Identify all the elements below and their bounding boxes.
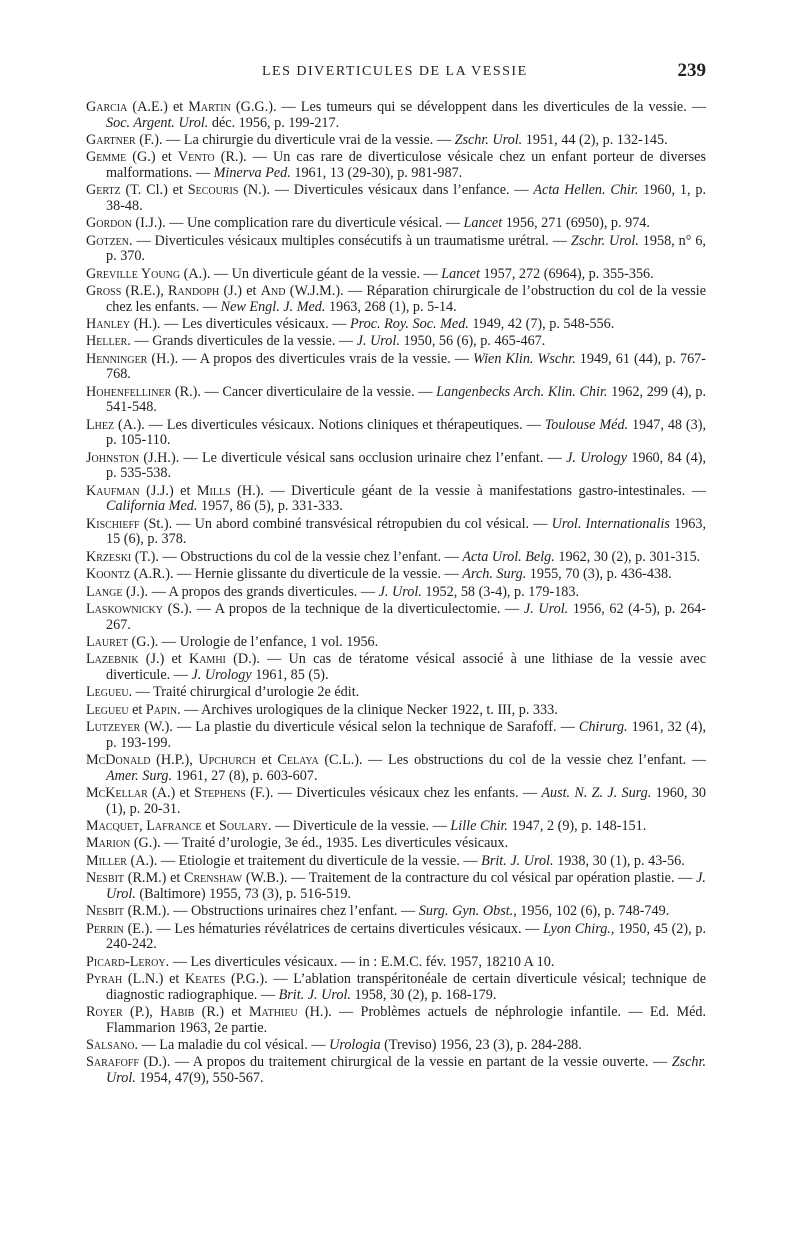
reference-text: (L.N.) et	[122, 970, 186, 987]
citation-details: 1952, 58 (3-4), p. 179-183.	[421, 583, 580, 600]
reference-text: (A.). — Un diverticule géant de la vessie. —	[180, 265, 442, 282]
journal-title: Aust. N. Z. J. Surg.	[541, 785, 652, 802]
reference-entry	[86, 334, 706, 350]
author-name: McDonald	[86, 752, 151, 769]
coauthor-name: Keates	[185, 970, 226, 987]
citation-details: 1961, 85 (5).	[251, 666, 329, 683]
reference-entry	[86, 484, 706, 515]
citation-details: 1956, 271 (6950), p. 974.	[502, 215, 650, 232]
citation-details: 1957, 86 (5), p. 331-333.	[197, 498, 343, 515]
citation-details: 1961, 32 (4), p. 193-199.	[106, 719, 706, 751]
author-name: Lhez	[86, 416, 115, 433]
reference-text: (H.P.),	[150, 752, 199, 769]
citation-details: 1960, 84 (4), p. 535-538.	[106, 449, 706, 482]
citation-details: 1949, 61 (44), p. 767-768.	[106, 350, 706, 383]
reference-entry	[86, 150, 706, 181]
reference-entry	[86, 904, 706, 920]
reference-text: (A.R.). — Hernie glissante du diverticule de la vessie. —	[130, 566, 463, 583]
reference-entry	[86, 955, 706, 971]
citation-details: 1947, 2 (9), p. 148-151.	[507, 818, 647, 835]
citation-details: 1962, 299 (4), p. 541-548.	[106, 383, 706, 416]
reference-text: (S.). — A propos de la technique de la diverticulectomie. —	[163, 600, 524, 617]
journal-title: New Engl. J. Med.	[220, 298, 326, 315]
journal-title: Lancet	[441, 265, 480, 282]
reference-entry	[86, 418, 706, 449]
journal-title: Lille Chir.	[450, 818, 508, 835]
journal-title: Proc. Roy. Soc. Med.	[350, 316, 469, 333]
author-name: Krzeski	[86, 548, 132, 565]
journal-title: Wien Klin. Wschr.	[473, 350, 576, 367]
citation-details: 1961, 13 (29-30), p. 981-987.	[290, 164, 463, 181]
citation-details: 1957, 272 (6964), p. 355-356.	[479, 265, 654, 282]
journal-title: J. Urol.	[356, 333, 400, 350]
reference-entry	[86, 972, 706, 1003]
author-name: Garcia	[86, 99, 128, 115]
reference-entry	[86, 1005, 706, 1036]
author-name: Laskownicky	[86, 600, 163, 617]
citation-details: 1963, 268 (1), p. 5-14.	[325, 298, 457, 315]
reference-entry	[86, 819, 706, 835]
reference-text: (R.M.) et	[124, 870, 185, 887]
journal-title: Soc. Argent. Urol.	[106, 114, 209, 131]
author-name: McKellar	[86, 785, 148, 802]
reference-text: (J.H.). — Le diverticule vésical sans occlusion urinaire chez l’enfant. —	[139, 449, 567, 466]
reference-text: (F.). — La chirurgie du diverticule vrai de la vessie. —	[135, 131, 455, 148]
reference-text: (H.). — Problèmes actuels de néphrologie infantile. — Ed. Méd. Flammarion 1963, 2e partie.	[106, 1003, 707, 1036]
reference-entry	[86, 451, 706, 482]
journal-title: J. Urol.	[523, 600, 569, 617]
reference-entry	[86, 685, 706, 701]
reference-entry	[86, 703, 706, 719]
author-name: Hanley	[86, 316, 131, 333]
reference-entry	[86, 234, 706, 265]
citation-details: 1961, 27 (8), p. 603-607.	[172, 767, 318, 784]
coauthor-name: Stephens	[194, 785, 246, 802]
reference-text: (A.). — Les diverticules vésicaux. Notions cliniques et thérapeutiques. —	[114, 416, 545, 433]
coauthor-name: Papin	[145, 701, 178, 718]
reference-text: (H.). — Les diverticules vésicaux. —	[130, 316, 350, 333]
citation-details: 1951, 44 (2), p. 132-145.	[522, 131, 668, 148]
author-name: Lazebnik	[86, 651, 139, 668]
author-name: Legueu	[86, 684, 129, 701]
coauthor-name: Crenshaw	[184, 870, 243, 887]
coauthor-name: Soulary	[218, 818, 268, 835]
journal-title: Acta Hellen. Chir.	[533, 182, 639, 199]
reference-text: (J.) et	[219, 283, 261, 300]
journal-title: Toulouse Méd.	[544, 416, 629, 433]
reference-text: (D.). — A propos du traitement chirurgical de la vessie en partant de la vessie ouverte. —	[138, 1054, 672, 1071]
reference-entry	[86, 1038, 706, 1054]
author-name: Lauret	[86, 633, 128, 650]
citation-details: 1950, 56 (6), p. 465-467.	[399, 333, 546, 350]
journal-title: Urologia	[329, 1036, 381, 1053]
reference-text: (G.). — Traité d’urologie, 3e éd., 1935. Les diverticules vésicaux.	[130, 835, 509, 852]
author-name: Picard-Leroy	[86, 953, 166, 970]
author-name: Greville Young	[86, 265, 181, 282]
reference-text: . — Grands diverticules de la vessie. —	[127, 333, 357, 350]
citation-details: 1956, 62 (4-5), p. 264-267.	[106, 600, 706, 633]
author-name: Nesbit	[86, 903, 125, 920]
reference-entry	[86, 753, 706, 784]
reference-text: (St.). — Un abord combiné transvésical rétropubien du col vésical. —	[139, 515, 552, 532]
document-page	[86, 60, 707, 1088]
coauthor-name: Randoph	[168, 283, 220, 300]
reference-entry	[86, 133, 706, 149]
citation-details: 1960, 30 (1), p. 20-31.	[106, 785, 706, 817]
reference-text: (J.) et	[138, 651, 189, 668]
author-name: Gordon	[86, 215, 132, 232]
author-name: Royer	[86, 1003, 123, 1020]
journal-title: Brit. J. Urol.	[278, 986, 351, 1003]
author-name: Gross	[86, 283, 122, 300]
coauthor-name: And	[260, 283, 286, 300]
journal-title: Langenbecks Arch. Klin. Chir.	[436, 383, 608, 400]
journal-title: J. Urol.	[378, 583, 422, 600]
coauthor-name: Vento	[177, 149, 215, 166]
citation-details: 1955, 70 (3), p. 436-438.	[526, 566, 672, 583]
coauthor-name: Mathieu	[248, 1003, 298, 1020]
reference-text: . — Diverticule de la vessie. —	[267, 818, 451, 835]
reference-text: (H.). — Diverticule géant de la vessie à manifestations gastro-intestinales. —	[230, 482, 706, 499]
author-name: Lutzeyer	[86, 719, 141, 736]
author-name: Nesbit	[86, 870, 125, 887]
citation-details: , 1956, 102 (6), p. 748-749.	[513, 903, 670, 920]
citation-details: , 1950, 45 (2), p. 240-242.	[106, 920, 706, 953]
reference-entry	[86, 1055, 706, 1086]
reference-entry	[86, 786, 706, 817]
citation-details: (Baltimore) 1955, 73 (3), p. 516-519.	[135, 885, 351, 902]
coauthor-name: Habib	[160, 1003, 195, 1020]
reference-entry	[86, 100, 706, 131]
citation-details: 1963, 15 (6), p. 378.	[106, 515, 706, 548]
citation-details: (Treviso) 1956, 23 (3), p. 284-288.	[380, 1036, 582, 1053]
reference-entry	[86, 652, 706, 683]
reference-text: et	[255, 752, 278, 769]
reference-text: (G.G.). — Les tumeurs qui se développent dans les diverticules de la vessie. —	[230, 99, 707, 115]
journal-title: Urol. Internationalis	[551, 515, 670, 532]
author-name: Henninger	[86, 350, 148, 367]
reference-entry	[86, 517, 706, 548]
reference-text: (R.M.). — Obstructions urinaires chez l’enfant. —	[124, 903, 419, 920]
author-name: Hohenfelliner	[86, 383, 172, 400]
journal-title: Brit. J. Urol.	[481, 852, 554, 869]
author-name: Koontz	[86, 566, 131, 583]
reference-entry	[86, 567, 706, 583]
reference-entry	[86, 635, 706, 651]
reference-text: (J.). — A propos des grands diverticules. —	[122, 583, 379, 600]
reference-entry	[86, 284, 706, 315]
reference-text: . — Les diverticules vésicaux. — in : E.M.C. fév. 1957, 18210 A 10.	[165, 953, 555, 970]
citation-details: 1938, 30 (1), p. 43-56.	[553, 852, 685, 869]
coauthor-name: Secouris	[187, 182, 239, 199]
author-name: Salsano	[86, 1036, 135, 1053]
reference-entry	[86, 720, 706, 751]
reference-entry	[86, 216, 706, 232]
journal-title: J. Urology	[191, 666, 252, 683]
journal-title: J. Urology	[566, 449, 627, 466]
author-name: Heller	[86, 333, 128, 350]
author-name: Gartner	[86, 131, 136, 148]
reference-text: (F.). — Diverticules vésicaux chez les enfants. —	[245, 785, 542, 802]
coauthor-name: Martin	[188, 99, 231, 115]
reference-text: (D.). — Un cas de tératome vésical associé à une lithiase de la vessie avec diverticule. —	[106, 651, 706, 683]
citation-details: 1958, 30 (2), p. 168-179.	[350, 986, 497, 1003]
coauthor-name: Celaya	[277, 752, 319, 769]
journal-title: Zschr. Urol.	[570, 232, 639, 249]
reference-text: (T. Cl.) et	[120, 182, 188, 199]
author-name: Gotzen	[86, 232, 130, 249]
author-name: Kaufman	[86, 482, 140, 499]
reference-text: . — Archives urologiques de la clinique Necker 1922, t. III, p. 333.	[177, 701, 558, 718]
reference-entry	[86, 854, 706, 870]
reference-text: (I.J.). — Une complication rare du diverticule vésical. —	[131, 215, 464, 232]
journal-title: Lyon Chirg.	[543, 920, 611, 937]
reference-entry	[86, 585, 706, 601]
author-name: Gertz	[86, 182, 121, 199]
journal-title: Amer. Surg.	[106, 767, 173, 784]
reference-text: et	[201, 818, 219, 835]
journal-title: Zschr. Urol.	[454, 131, 523, 148]
reference-entry	[86, 836, 706, 852]
page-number: 239	[677, 60, 706, 81]
reference-entry	[86, 871, 706, 902]
author-name: Perrin	[86, 920, 124, 937]
reference-entry	[86, 922, 706, 953]
reference-text: (E.). — Les hématuries révélatrices de certains diverticules vésicaux. —	[123, 920, 544, 937]
author-name: Marion	[86, 835, 131, 852]
reference-text: (G.) et	[126, 149, 178, 166]
coauthor-name: Mills	[196, 482, 231, 499]
reference-text: (R.E.),	[121, 283, 169, 300]
author-name: Legueu	[86, 701, 129, 718]
reference-text: (A.) et	[147, 785, 195, 802]
citation-details: 1960, 1, p. 38-48.	[106, 182, 706, 214]
reference-text: (R.) et	[194, 1003, 249, 1020]
reference-text: . — La maladie du col vésical. —	[134, 1036, 330, 1053]
running-title: LES DIVERTICULES DE LA VESSIE	[262, 64, 528, 79]
reference-text: . — Diverticules vésicaux multiples consécutifs à un traumatisme urétral. —	[129, 232, 571, 249]
reference-entry	[86, 183, 706, 214]
author-name: Kischieff	[86, 515, 140, 532]
author-name: Gemme	[86, 149, 127, 166]
reference-text: (P.G.). — L’ablation transpéritonéale de certain diverticule vésical; technique de diagnostic radiographique. —	[106, 970, 706, 1003]
coauthor-name: Upchurch	[198, 752, 256, 769]
journal-title: J. Urol.	[106, 870, 706, 902]
reference-text: (R.). — Un cas rare de diverticulose vésicale chez un enfant porteur de diverses malformations. —	[106, 149, 706, 181]
journal-title: Surg. Gyn. Obst.	[418, 903, 514, 920]
reference-text: (C.L.). — Les obstructions du col de la vessie chez l’enfant. —	[318, 752, 707, 769]
citation-details: 1958, n° 6, p. 370.	[106, 232, 706, 265]
author-name: Miller	[86, 852, 127, 869]
reference-text: (W.). — La plastie du diverticule vésical selon la technique de Sarafoff. —	[140, 719, 579, 736]
reference-text: (G.). — Urologie de l’enfance, 1 vol. 1956.	[128, 633, 379, 650]
reference-entry	[86, 317, 706, 333]
journal-title: Lancet	[463, 215, 503, 232]
author-name: Macquet, Lafrance	[86, 818, 202, 835]
reference-entry	[86, 385, 706, 416]
journal-title: Acta Urol. Belg.	[462, 548, 555, 565]
journal-title: Zschr. Urol.	[106, 1054, 706, 1086]
reference-text: (J.J.) et	[139, 482, 197, 499]
coauthor-name: Kamhi	[188, 651, 226, 668]
reference-text: . — Traité chirurgical d’urologie 2e édit.	[128, 684, 360, 701]
author-name: Lange	[86, 583, 123, 600]
reference-text: (A.E.) et	[127, 99, 189, 115]
reference-text: (A.). — Etiologie et traitement du diverticule de la vessie. —	[126, 852, 482, 869]
reference-entry	[86, 550, 706, 566]
reference-text: (P.),	[122, 1003, 161, 1020]
reference-text: (W.B.). — Traitement de la contracture du col vésical par opération plastie. —	[242, 870, 697, 887]
reference-list	[86, 100, 706, 1087]
citation-details: 1954, 47(9), 550-567.	[135, 1069, 264, 1086]
journal-title: California Med.	[106, 498, 198, 515]
journal-title: Minerva Ped.	[213, 164, 291, 181]
reference-entry	[86, 352, 706, 383]
citation-details: 1949, 42 (7), p. 548-556.	[468, 316, 615, 333]
citation-details: 1962, 30 (2), p. 301-315.	[554, 548, 701, 565]
citation-details: 1947, 48 (3), p. 105-110.	[106, 416, 707, 449]
reference-entry	[86, 267, 706, 283]
reference-entry	[86, 602, 706, 633]
reference-text: (T.). — Obstructions du col de la vessie chez l’enfant. —	[131, 548, 463, 565]
journal-title: Chirurg.	[578, 719, 628, 736]
reference-text: et	[128, 701, 146, 718]
author-name: Sarafoff	[86, 1054, 139, 1071]
reference-text: (R.). — Cancer diverticulaire de la vessie. —	[171, 383, 437, 400]
journal-title: Arch. Surg.	[462, 566, 527, 583]
author-name: Pyrah	[86, 970, 123, 987]
reference-text: (H.). — A propos des diverticules vrais de la vessie. —	[147, 350, 474, 367]
author-name: Johnston	[86, 449, 140, 466]
page-header	[86, 60, 706, 100]
citation-details: déc. 1956, p. 199-217.	[208, 114, 340, 131]
reference-text: (N.). — Diverticules vésicaux dans l’enfance. —	[238, 182, 534, 199]
reference-text: (W.J.M.). — Réparation chirurgicale de l’obstruction du col de la vessie chez les enfants. —	[106, 283, 706, 315]
